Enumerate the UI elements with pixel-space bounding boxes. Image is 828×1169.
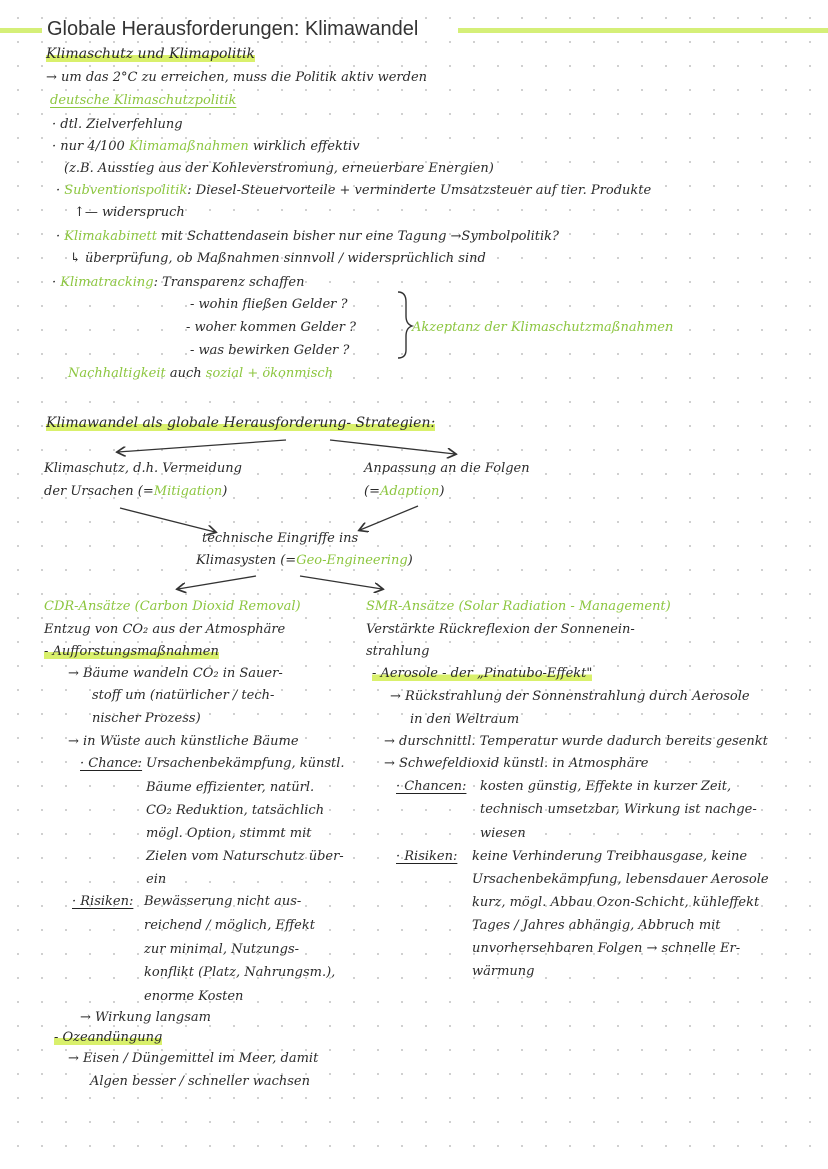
cdr-heading: CDR-Ansätze (Carbon Dioxid Removal)	[44, 599, 301, 614]
srm-chance-line: wiesen	[480, 826, 526, 841]
srm-line: in den Weltraum	[410, 712, 520, 727]
mitigation-line-1: Klimaschutz, d.h. Vermeidung	[44, 461, 242, 476]
geo-engineering-line-1: technische Eingriffe ins	[202, 531, 359, 546]
cdr-risk-line: Bewässerung nicht aus-	[144, 894, 302, 909]
cdr-line: → Bäume wandeln CO₂ in Sauer-	[68, 666, 283, 681]
subheading-deutsche-klimaschutzpolitik: deutsche Klimaschutzpolitik	[50, 93, 237, 108]
srm-line: → Rückstrahlung der Sonnenstrahlung durch Aerosole	[390, 689, 750, 704]
page-title: Globale Herausforderungen: Klimawandel	[47, 18, 419, 40]
cdr-line: Entzug von CO₂ aus der Atmosphäre	[44, 622, 286, 637]
cdr-chance-line: Ursachenbekämpfung, künstl.	[146, 756, 345, 771]
srm-heading: SMR-Ansätze (Solar Radiation - Management)	[366, 599, 671, 614]
cdr-risk-line: konflikt (Platz, Nahrungsm.),	[144, 965, 336, 980]
cdr-line: → Eisen / Düngemittel im Meer, damit	[68, 1051, 319, 1066]
note-widerspruch: ↑— widerspruch	[74, 205, 185, 220]
srm-chance-label: · Chancen:	[396, 779, 467, 794]
question-wohin: - wohin fließen Gelder ?	[190, 297, 348, 312]
cdr-chance-line: mögl. Option, stimmt mit	[146, 826, 312, 841]
bullet-klimamassnahmen: · nur 4/100 Klimamaßnahmen wirklich effektiv	[52, 139, 360, 154]
curly-brace	[398, 292, 412, 358]
geo-engineering-line-2: Klimasysten (=Geo-Engineering)	[196, 553, 413, 568]
cdr-line: stoff um (natürlicher / tech-	[92, 688, 275, 703]
arrow-to-mitigation	[118, 440, 286, 452]
adaption-line-1: Anpassung an die Folgen	[364, 461, 530, 476]
srm-line: Verstärkte Rückreflexion der Sonnenein-	[366, 622, 635, 637]
bullet-klimatracking: · Klimatracking: Transparenz schaffen	[52, 275, 305, 290]
bullet-zielverfehlung: · dtl. Zielverfehlung	[52, 117, 183, 132]
note-ueberpruefung: ↳ überprüfung, ob Maßnahmen sinnvoll / widersprüchlich sind	[70, 251, 486, 266]
cdr-line: Algen besser / schneller wachsen	[90, 1074, 310, 1089]
cdr-risk-label: · Risiken:	[72, 894, 134, 909]
mitigation-line-2: der Ursachen (=Mitigation)	[44, 484, 228, 499]
section-heading-strategien: Klimawandel als globale Herausforderung- Strategien:	[46, 415, 436, 431]
cdr-line: nischer Prozess)	[92, 711, 201, 726]
srm-risk-label: · Risiken:	[396, 849, 458, 864]
brace-label-akzeptanz: Akzeptanz der Klimaschutzmaßnahmen	[412, 320, 674, 335]
adaption-line-2: (=Adaption)	[364, 484, 445, 499]
nachhaltigkeit-line: Nachhaltigkeit auch sozial + ökonmisch	[68, 366, 334, 381]
question-was: - was bewirken Gelder ?	[190, 343, 350, 358]
cdr-line: - Aufforstungsmaßnahmen	[44, 644, 219, 659]
srm-chance-line: technisch umsetzbar, Wirkung ist nachge-	[480, 802, 757, 817]
example-line: (z.B. Ausstieg aus der Kohleverstromung, erneuerbare Energien)	[64, 161, 494, 176]
srm-risk-line: Tages / Jahres abhängig, Abbruch mit	[472, 918, 721, 933]
srm-risk-line: keine Verhinderung Treibhausgase, keine	[472, 849, 748, 864]
bullet-subventionspolitik: · Subventionspolitik: Diesel-Steuervorteile + verminderte Umsatzsteuer auf tier. Produkte	[56, 183, 652, 198]
cdr-line: → in Wüste auch künstliche Bäume	[68, 734, 299, 749]
cdr-risk-line: reichend / möglich, Effekt	[144, 918, 315, 933]
srm-line: → durschnittl. Temperatur wurde dadurch bereits gesenkt	[384, 734, 768, 749]
srm-line: → Schwefeldioxid künstl. in Atmosphäre	[384, 756, 649, 771]
srm-risk-line: kurz, mögl. Abbau Ozon-Schicht, kühleffekt	[472, 895, 760, 910]
srm-risk-line: unvorhersehbaren Folgen → schnelle Er-	[472, 941, 741, 956]
question-woher: - woher kommen Gelder ?	[186, 320, 357, 335]
cdr-chance-line: CO₂ Reduktion, tatsächlich	[146, 803, 325, 818]
srm-risk-line: Ursachenbekämpfung, lebensdauer Aerosole	[472, 872, 769, 887]
bullet-klimakabinett: · Klimakabinett mit Schattendasein bisher nur eine Tagung →Symbolpolitik?	[56, 229, 560, 244]
intro-line: → um das 2°C zu erreichen, muss die Politik aktiv werden	[46, 70, 428, 85]
cdr-chance-label: · Chance:	[80, 756, 143, 771]
cdr-chance-line: ein	[146, 872, 167, 887]
arrow-to-cdr	[178, 576, 256, 589]
section-heading-klimaschutz: Klimaschutz und Klimapolitik	[46, 46, 255, 62]
cdr-wirkung-line: → Wirkung langsam	[80, 1010, 211, 1025]
srm-risk-line: wärmung	[472, 964, 535, 979]
cdr-chance-line: Zielen vom Naturschutz über-	[146, 849, 344, 864]
cdr-chance-line: Bäume effizienter, natürl.	[146, 780, 315, 795]
arrow-mitigation-to-geo	[120, 508, 215, 532]
srm-line: strahlung	[366, 644, 430, 659]
cdr-risk-line: zur minimal, Nutzungs-	[144, 942, 300, 957]
arrow-to-adaption	[330, 440, 455, 454]
srm-chance-line: kosten günstig, Effekte in kurzer Zeit,	[480, 779, 732, 794]
srm-line: - Aerosole - der „Pinatubo-Effekt"	[372, 666, 593, 681]
arrow-adaption-to-geo	[360, 506, 418, 530]
cdr-ozeanduengung: - Ozeandüngung	[54, 1030, 163, 1045]
cdr-risk-line: enorme Kosten	[144, 989, 244, 1004]
arrow-to-srm	[300, 576, 382, 589]
